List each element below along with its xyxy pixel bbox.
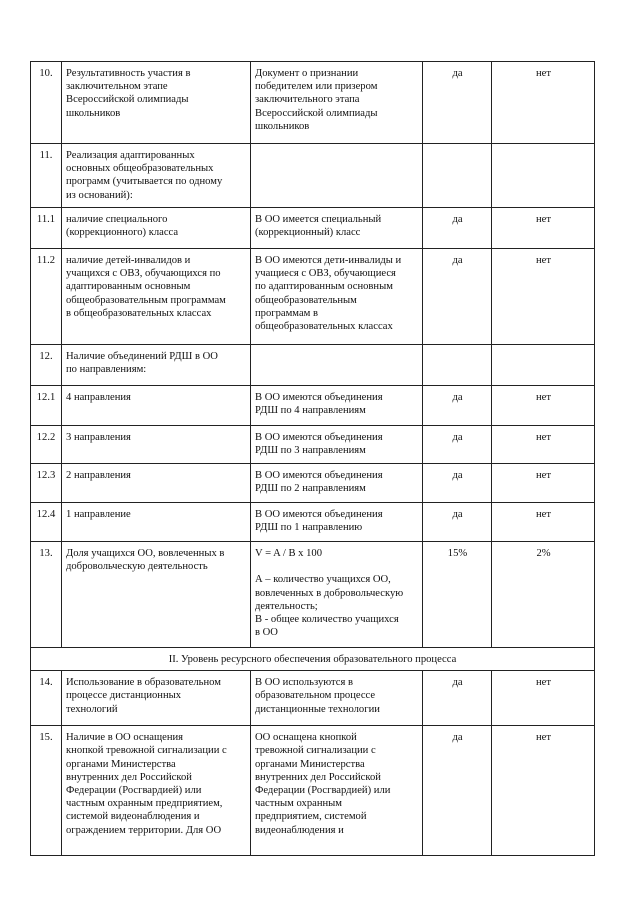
- row-number: 12.3: [31, 464, 62, 503]
- no-cell: нет: [492, 503, 595, 542]
- document-cell: ОО оснащена кнопкой тревожной сигнализации с органами Министерства внутренних дел Российской Федерации (Росгвардией) или частным охранным предприятием, системой видеонаблюдения и: [251, 726, 423, 856]
- no-cell: нет: [492, 726, 595, 856]
- no-cell: нет: [492, 62, 595, 144]
- criterion-cell: наличие специального (коррекционного) класса: [62, 208, 251, 249]
- formula-cell: V = A / B x 100 А – количество учащихся ОО, вовлеченных в добровольческую деятельность; В - общее количество учащихся в ОО: [251, 542, 423, 648]
- row-number: 11.2: [31, 249, 62, 345]
- document-cell: [251, 345, 423, 386]
- table-row: [31, 208, 595, 249]
- no-cell: нет: [492, 464, 595, 503]
- table-row: [31, 671, 595, 726]
- yes-cell: да: [423, 386, 492, 426]
- document-cell: [251, 144, 423, 208]
- no-cell: [492, 144, 595, 208]
- criteria-table: [30, 61, 595, 856]
- criterion-cell: Наличие в ОО оснащения кнопкой тревожной сигнализации с органами Министерства внутренних дел Российской Федерации (Росгвардией) или частным охранным предприятием, системой видеонаблюдения и ограждением территории. Для ОО: [62, 726, 251, 856]
- document-cell: В ОО имеются объединения РДШ по 1 направлению: [251, 503, 423, 542]
- row-number: 13.: [31, 542, 62, 648]
- criterion-cell: 2 направления: [62, 464, 251, 503]
- yes-cell: да: [423, 726, 492, 856]
- row-number: 10.: [31, 62, 62, 144]
- row-number: 12.: [31, 345, 62, 386]
- criterion-cell: 1 направление: [62, 503, 251, 542]
- table-row: [31, 249, 595, 345]
- table-row: [31, 503, 595, 542]
- document-cell: Документ о признании победителем или призером заключительного этапа Всероссийской олимпиады школьников: [251, 62, 423, 144]
- criterion-cell: Наличие объединений РДШ в ОО по направлениям:: [62, 345, 251, 386]
- criterion-cell: Результативность участия в заключительном этапе Всероссийской олимпиады школьников: [62, 62, 251, 144]
- yes-cell: да: [423, 249, 492, 345]
- section-title: II. Уровень ресурсного обеспечения образовательного процесса: [31, 648, 595, 671]
- yes-cell: да: [423, 62, 492, 144]
- yes-cell: [423, 345, 492, 386]
- row-number: 14.: [31, 671, 62, 726]
- yes-cell: да: [423, 503, 492, 542]
- table-row: [31, 144, 595, 208]
- no-cell: нет: [492, 426, 595, 464]
- section-row: [31, 648, 595, 671]
- table-row: [31, 62, 595, 144]
- document-cell: В ОО имеются объединения РДШ по 4 направлениям: [251, 386, 423, 426]
- criterion-cell: Использование в образовательном процессе дистанционных технологий: [62, 671, 251, 726]
- table-row: [31, 386, 595, 426]
- no-cell: нет: [492, 671, 595, 726]
- table-row: [31, 345, 595, 386]
- yes-cell: да: [423, 671, 492, 726]
- row-number: 11.: [31, 144, 62, 208]
- own-value-cell: 15%: [423, 542, 492, 648]
- criterion-cell: Реализация адаптированных основных общеобразовательных программ (учитывается по одному из оснований):: [62, 144, 251, 208]
- yes-cell: [423, 144, 492, 208]
- table-row: [31, 726, 595, 856]
- row-number: 11.1: [31, 208, 62, 249]
- row-number: 12.4: [31, 503, 62, 542]
- document-cell: В ОО имеются дети-инвалиды и учащиеся с ОВЗ, обучающиеся по адаптированным основным общеобразовательным программам в общеобразовательных классах: [251, 249, 423, 345]
- criterion-cell: 4 направления: [62, 386, 251, 426]
- row-number: 15.: [31, 726, 62, 856]
- table-row: [31, 426, 595, 464]
- reference-value-cell: 2%: [492, 542, 595, 648]
- no-cell: нет: [492, 386, 595, 426]
- document-cell: В ОО имеются объединения РДШ по 2 направлениям: [251, 464, 423, 503]
- no-cell: [492, 345, 595, 386]
- document-cell: В ОО используются в образовательном процессе дистанционные технологии: [251, 671, 423, 726]
- yes-cell: да: [423, 208, 492, 249]
- row-number: 12.1: [31, 386, 62, 426]
- row-number: 12.2: [31, 426, 62, 464]
- no-cell: нет: [492, 249, 595, 345]
- table-row: [31, 542, 595, 648]
- yes-cell: да: [423, 464, 492, 503]
- document-cell: В ОО имеются объединения РДШ по 3 направлениям: [251, 426, 423, 464]
- yes-cell: да: [423, 426, 492, 464]
- criterion-cell: наличие детей-инвалидов и учащихся с ОВЗ, обучающихся по адаптированным основным общеобразовательным программам в общеобразовательных классах: [62, 249, 251, 345]
- table-row: [31, 464, 595, 503]
- document-cell: В ОО имеется специальный (коррекционный) класс: [251, 208, 423, 249]
- no-cell: нет: [492, 208, 595, 249]
- criterion-cell: 3 направления: [62, 426, 251, 464]
- criterion-cell: Доля учащихся ОО, вовлеченных в добровольческую деятельность: [62, 542, 251, 648]
